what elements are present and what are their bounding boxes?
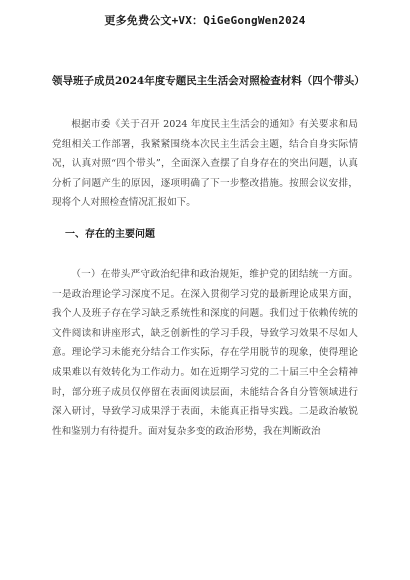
- promo-banner: 更多免费公文+VX：QiGeGongWen2024: [104, 14, 306, 27]
- section-heading: 一、存在的主要问题: [65, 229, 155, 240]
- document-title: 领导班子成员2024年度专题民主生活会对照检查材料（四个带头）: [52, 75, 365, 87]
- section-body-paragraph: （一）在带头严守政治纪律和政治规矩，维护党的团结统一方面。一是政治理论学习深度不足。在深入贯彻学习党的最新理论成果方面，我个人及班子存在学习缺乏系统性和深度的问题。我们过于依赖传统的文件阅读和讲座形式，缺乏创新性的学习手段，导致学习效果不尽如人意。理论学习未能充分结合工作实际，存在学用脱节的现象，使得理论成果难以有效转化为工作动力。如在近期学习党的二十届三中全会精神时，部分班子成员仅停留在表面阅读层面，未能结合各自分管领域进行深入研讨，导致学习成果浮于表面，未能真正指导实践。二是政治敏锐性和鉴别力有待提升。面对复杂多变的政治形势，我在判断政治: [52, 269, 358, 437]
- intro-paragraph: 根据市委《关于召开 2024 年度民主生活会的通知》有关要求和局党组相关工作部署，我紧紧围绕本次民主生活会主题，结合自身实际情况，认真对照“四个带头”，全面深入查摆了自身存在的突出问题，认真分析了问题产生的原因，逐项明确了下一步整改措施。按照会议安排，现将个人对照检查情况汇报如下。: [52, 119, 358, 209]
